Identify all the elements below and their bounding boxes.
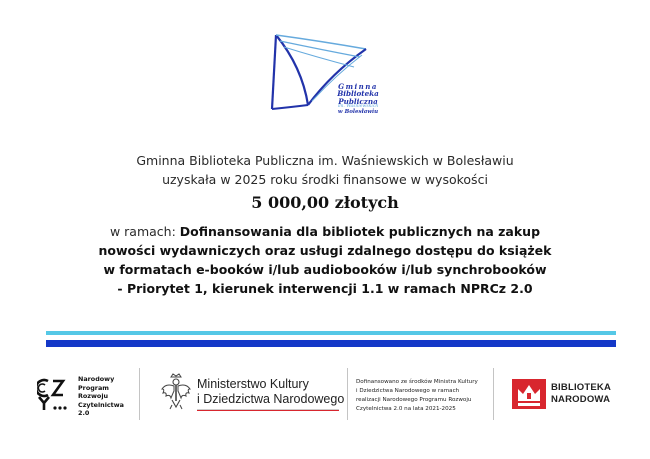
npr-line-5: 2.0 <box>78 409 90 418</box>
funding-note-line-2: i Dziedzictwa Narodowego w ramach <box>356 388 460 394</box>
funding-note-line-4: Czytelnictwa 2.0 na lata 2021-2025 <box>356 406 456 412</box>
biblioteka-narodowa-name <box>551 382 611 405</box>
npr-line-3: Rozwoju <box>78 392 109 401</box>
npr-line-2: Program <box>78 383 109 392</box>
announcement-intro <box>0 151 650 189</box>
intro-line-1: Gminna Biblioteka Publiczna im. Waśniewskich w Bolesławiu <box>136 153 514 168</box>
ministry-line-1: Ministerstwo Kultury <box>197 377 309 391</box>
program-line-1 <box>0 222 650 241</box>
program-title-part-4: - Priorytet 1, kierunek interwencji 1.1 w ramach NPRCz 2.0 <box>117 281 533 296</box>
program-prefix: w ramach: <box>109 224 180 239</box>
npr-line-4: Czytelnictwa <box>78 400 124 409</box>
ministry-name <box>197 377 344 407</box>
library-logo <box>262 27 384 137</box>
funding-note-line-3: realizacji Narodowego Programu Rozwoju <box>356 397 472 403</box>
ministry-line-2: i Dziedzictwa Narodowego <box>197 392 345 406</box>
program-description <box>0 222 650 298</box>
funding-note-line-1: Dofinansowano ze środków Ministra Kultury <box>356 379 478 385</box>
program-title-part-1: Dofinansowania dla bibliotek publicznych na zakup <box>179 224 541 239</box>
logo-text-patron: im. Waśniewskich <box>337 104 379 110</box>
funding-amount: 5 000,00 złotych <box>251 193 399 212</box>
polish-eagle-icon <box>160 373 192 411</box>
npr-logo-text <box>78 375 124 418</box>
logo-text-publiczna: Publiczna <box>338 96 378 106</box>
footer-separator <box>139 368 140 420</box>
logo-text-location: w Bolesławiu <box>337 109 379 116</box>
bn-line-2: NARODOWA <box>551 393 611 405</box>
bn-line-1: BIBLIOTEKA <box>551 382 612 393</box>
biblioteka-narodowa-crown-icon <box>512 379 546 409</box>
npr-line-1: Narodowy <box>78 375 115 383</box>
funding-note <box>356 378 490 414</box>
divider-light-bar <box>46 331 616 335</box>
program-title-part-3: w formatach e-booków i/lub audiobooków i/lub synchrobooków <box>103 262 547 277</box>
logo-text-biblioteka: Biblioteka <box>337 89 379 99</box>
ministry-flag-stripe <box>197 409 339 411</box>
footer-separator <box>347 368 348 420</box>
footer-separator <box>493 368 494 420</box>
intro-line-2: uzyskała w 2025 roku środki finansowe w wysokości <box>162 172 488 187</box>
logo-text-gminna: Gminna <box>338 82 378 91</box>
npr-logo-icon <box>37 378 75 412</box>
program-title-part-2: nowości wydawniczych oraz usługi zdalnego dostępu do książek <box>98 243 552 258</box>
divider-dark-bar <box>46 340 616 347</box>
